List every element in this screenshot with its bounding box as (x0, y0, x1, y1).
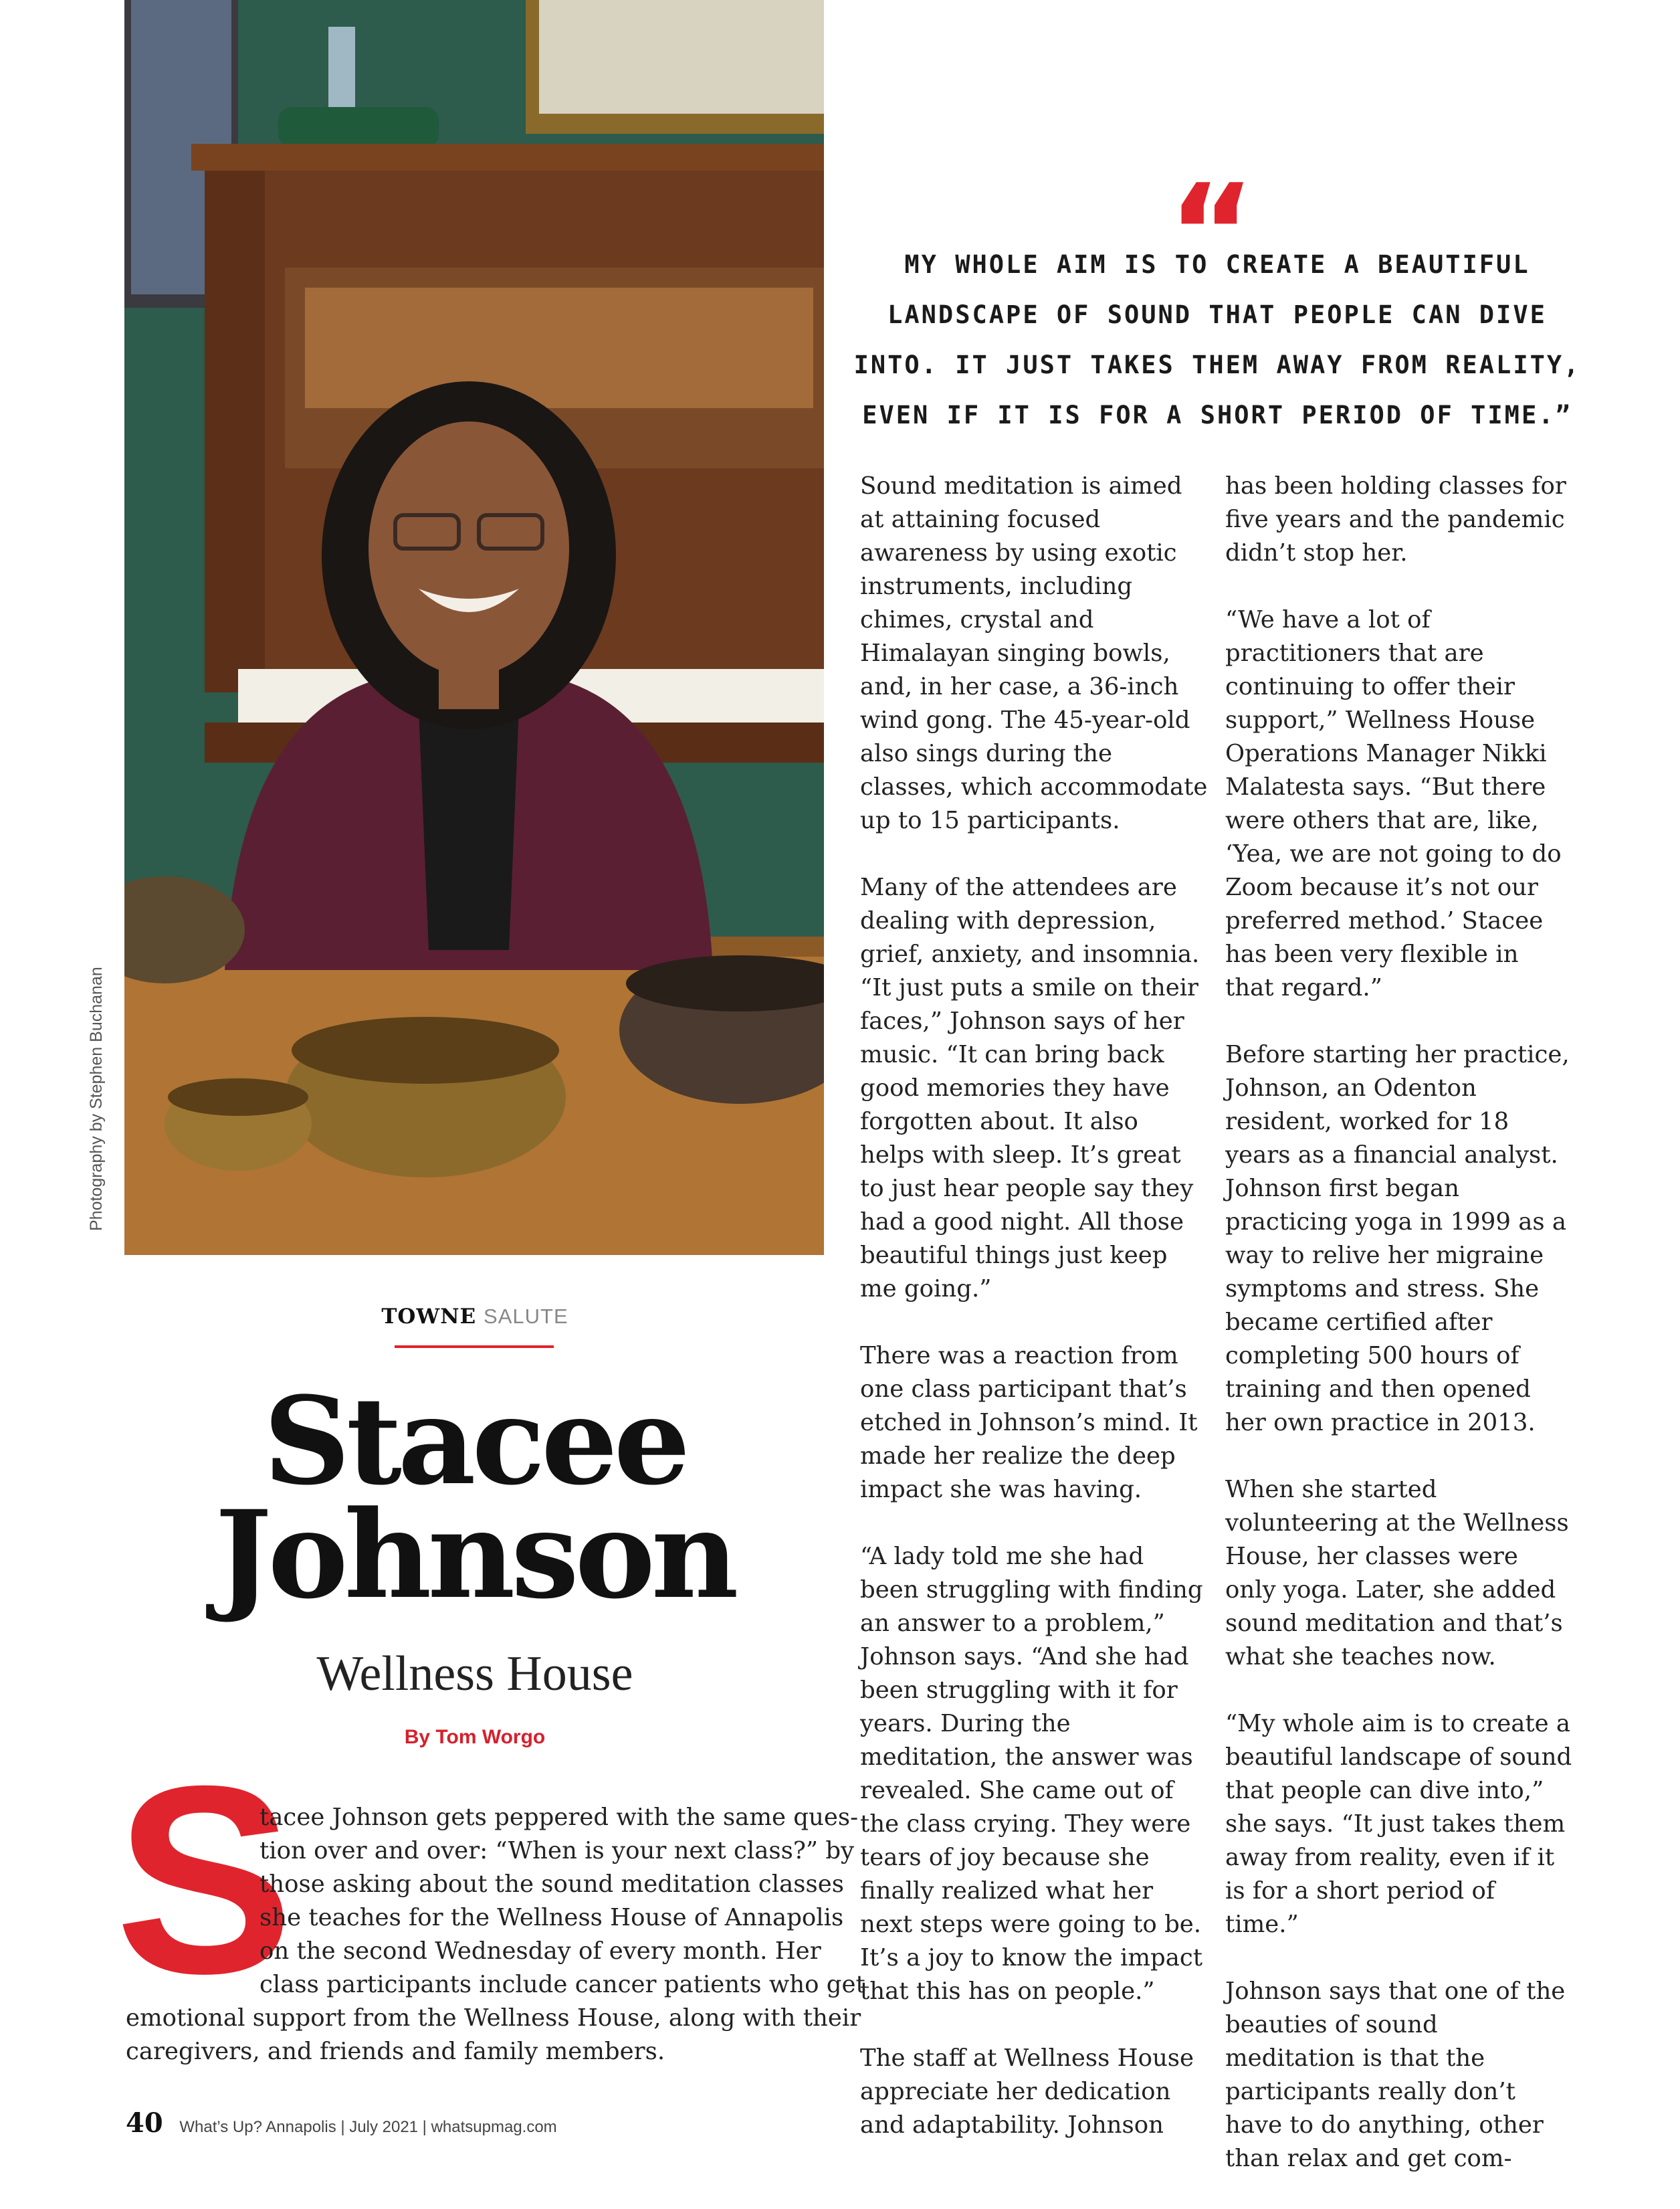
pull-quote-line: EVEN IF IT IS FOR A SHORT PERIOD OF TIME.” (862, 401, 1572, 429)
lede-line: class participants include cancer patients who get (259, 1971, 865, 1998)
subhead: Wellness House (316, 1646, 633, 1701)
page-number: 40 (126, 2107, 163, 2139)
pull-quote-line: INTO. IT JUST TAKES THEM AWAY FROM REALITY, (853, 351, 1581, 379)
drop-cap: S (115, 1730, 294, 2029)
paragraph: has been holding classes for five years and the pandemic didn’t stop her. (1225, 472, 1566, 567)
headline (201, 1371, 749, 1626)
paragraph: Sound meditation is aimed at attaining focused awareness by using exotic instruments, including chimes, crystal and Himalayan singing bowls, and, in her case, a 36-inch wind gong. The 45-year-old also sings during the classes, which accommodate up to 15 participants. (860, 472, 1208, 834)
kicker-light: SALUTE (484, 1305, 568, 1328)
portrait-illustration (124, 0, 824, 1255)
paragraph: “We have a lot of practitioners that are continuing to offer their support,” Wellness House Operations Manager Nikki Malatesta says. “But there were others that are, like, ‘Yea, we are not going to do Zoom because it’s not our preferred method.’ Stacee has been very flexible in that regard.” (1225, 606, 1562, 1001)
lede-paragraph (126, 1801, 865, 2069)
quote-mark-icon: “ (1168, 156, 1256, 312)
page-footer (126, 2107, 557, 2141)
paragraph: The staff at Wellness House appreciate her dedication and adaptability. Johnson (860, 2044, 1194, 2139)
footer-text: What’s Up? Annapolis | July 2021 | whatsupmag.com (179, 2118, 557, 2136)
kicker-rule (395, 1345, 554, 1348)
body-column-2 (1225, 470, 1573, 2209)
lede-line: caregivers, and friends and family members. (126, 2038, 665, 2065)
lede-line: tion over and over: “When is your next class?” by (259, 1837, 855, 1864)
paragraph: When she started volunteering at the Wellness House, her classes were only yoga. Later, she added sound meditation and that’s what she teaches now. (1225, 1476, 1569, 1670)
paragraph: Before starting her practice, Johnson, an Odenton resident, worked for 18 years as a financial analyst. Johnson first began practicing yoga in 1999 as a way to relive her migraine symptoms and stress. She became certified after completing 500 hours of training and then opened her own practice in 2013. (1225, 1041, 1570, 1436)
body-column-1 (860, 470, 1208, 2176)
lede-line: emotional support from the Wellness House, along with their (126, 2004, 861, 2032)
paragraph: Johnson says that one of the beauties of sound meditation is that the participants really don’t have to do anything, other than relax and get com- (1225, 1978, 1566, 2172)
lede-line: on the second Wednesday of every month. Her (259, 1937, 821, 1965)
photo-credit: Photography by Stephen Buchanan (87, 967, 106, 1231)
paragraph: “My whole aim is to create a beautiful landscape of sound that people can dive into,” she says. “It just takes them away from reality, even if it is for a short period of time.” (1225, 1710, 1572, 1938)
lede-line: those asking about the sound meditation classes (259, 1870, 844, 1898)
portrait-photo (124, 0, 824, 1255)
pull-quote-line: MY WHOLE AIM IS TO CREATE A BEAUTIFUL (904, 250, 1530, 279)
paragraph: Many of the attendees are dealing with depression, grief, anxiety, and insomnia. “It just puts a smile on their faces,” Johnson says of her music. “It can bring back good memories they have forgotten about. It also helps with sleep. It’s great to just hear people say they had a good night. All those beautiful things just keep me going.” (860, 874, 1200, 1303)
paragraph: There was a reaction from one class participant that’s etched in Johnson’s mind. It made her realize the deep impact she was having. (860, 1342, 1198, 1503)
pull-quote-line: LANDSCAPE OF SOUND THAT PEOPLE CAN DIVE (887, 300, 1547, 329)
headline-line: Johnson (215, 1484, 735, 1626)
paragraph: “A lady told me she had been struggling with finding an answer to a problem,” Johnson says. “And she had been struggling with it for years. During the meditation, the answer was revealed. She came out of the class crying. They were tears of joy because she finally realized what her next steps were going to be. It’s a joy to know the impact that this has on people.” (860, 1543, 1203, 2005)
section-kicker (334, 1305, 615, 1329)
byline: By Tom Worgo (404, 1726, 546, 1748)
lede-line: she teaches for the Wellness House of Annapolis (259, 1904, 844, 1931)
lede-line: tacee Johnson gets peppered with the same ques- (259, 1804, 859, 1831)
pull-quote (849, 239, 1585, 440)
headline-line: Stacee (263, 1371, 687, 1512)
kicker-bold: TOWNE (381, 1305, 477, 1329)
